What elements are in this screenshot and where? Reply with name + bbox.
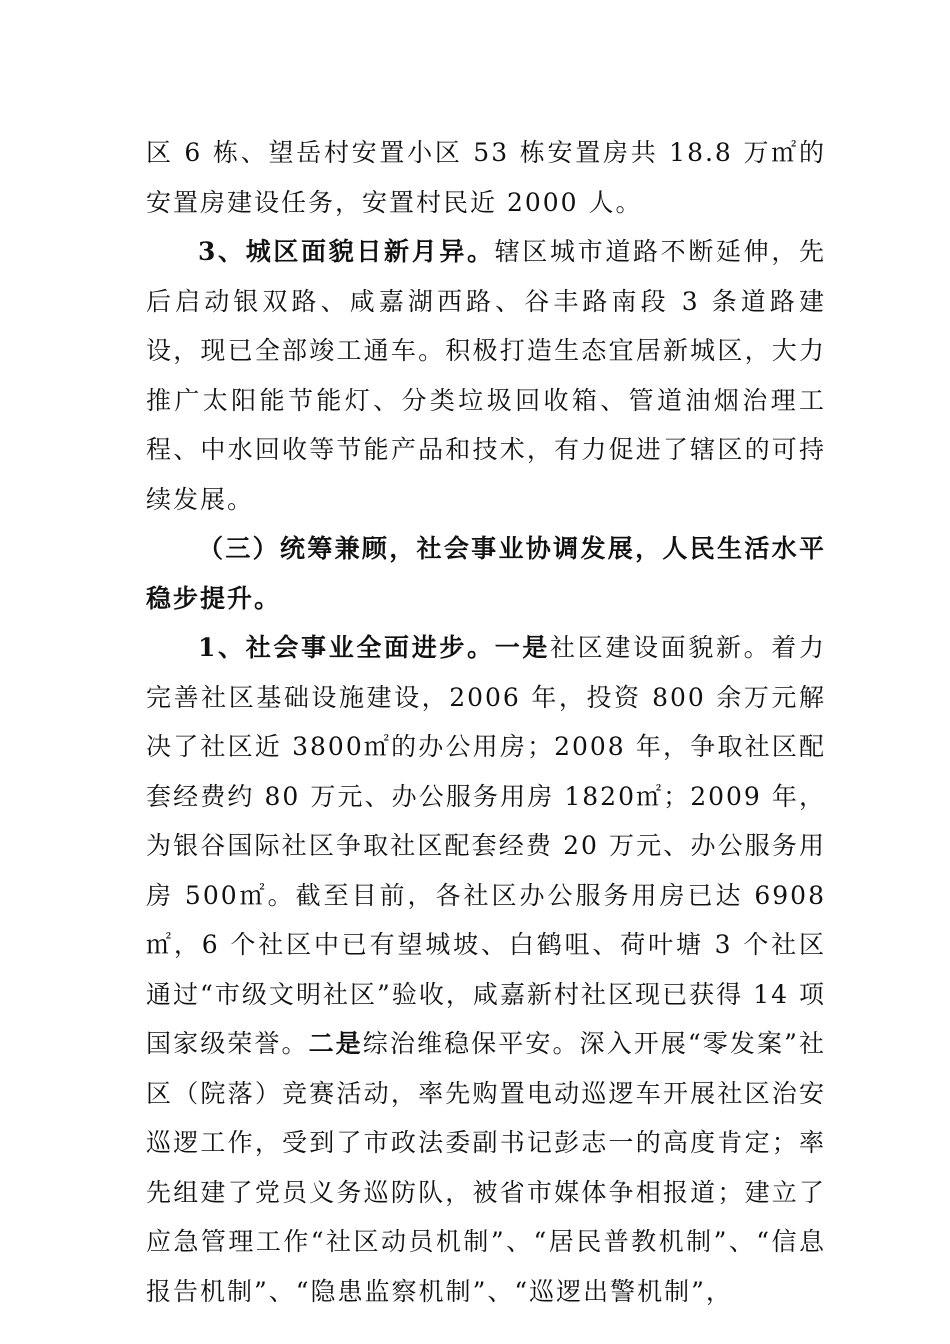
paragraph-text: 社区建设面貌新。着力完善社区基础设施建设，2006 年，投资 800 余万元解决了社区近 3800㎡的办公用房；2008 年，争取社区配套经费约 80 万元、办公服务用房 1820㎡；2009 年，为银谷国际社区争取社区配套经费 20 万元、办公服务用房 500㎡。截至目前，各社区办公服务用房已达 6908㎡，6 个社区中已有望城坡、白鹤咀、荷叶塘 3 个社区通过“市级文明社区”验收，咸嘉新村社区现已获得 14 项国家级荣誉。 [146,633,826,1058]
document-page [146,128,826,1316]
paragraph-text: 区 6 栋、望岳村安置小区 53 栋安置房共 18.8 万㎡的安置房建设任务，安置村民近 2000 人。 [146,138,826,217]
paragraph-social-progress [146,623,826,1316]
emphasis-second: 二是 [308,1029,363,1058]
section-heading: 1、社会事业全面进步。 [198,633,495,662]
paragraph-resettlement [146,128,826,227]
section-heading: 3、城区面貌日新月异。 [198,237,495,266]
section-title-three [146,524,826,623]
paragraph-text: 综治维稳保平安。深入开展“零发案”社区（院落）竞赛活动，率先购置电动巡逻车开展社区治安巡逻工作，受到了市政法委副书记彭志一的高度肯定；率先组建了党员义务巡防队，被省市媒体争相报道；建立了应急管理工作“社区动员机制”、“居民普教机制”、“信息报告机制”、“隐患监察机制”、“巡逻出警机制”， [146,1029,826,1306]
paragraph-text: 辖区城市道路不断延伸，先后启动银双路、咸嘉湖西路、谷丰路南段 3 条道路建设，现已全部竣工通车。积极打造生态宜居新城区，大力推广太阳能节能灯、分类垃圾回收箱、管道油烟治理工程、中水回收等节能产品和技术，有力促进了辖区的可持续发展。 [146,237,826,514]
paragraph-urban-appearance [146,227,826,524]
section-heading: （三）统筹兼顾，社会事业协调发展，人民生活水平稳步提升。 [146,534,826,613]
emphasis-first: 一是 [494,633,551,662]
